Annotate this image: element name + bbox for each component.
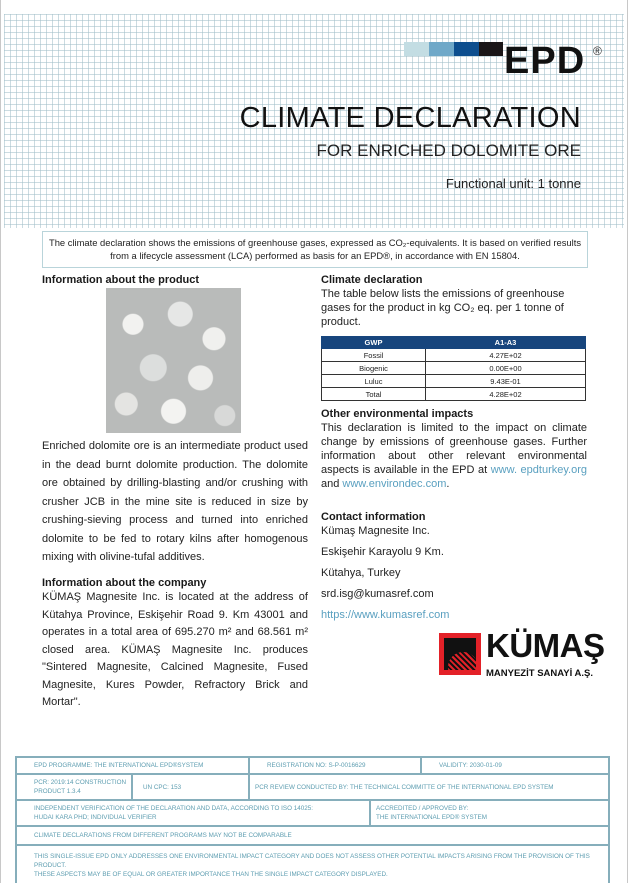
other-impacts-body: This declaration is limited to the impact on climate change by emissions of greenhouse gases. Further information about other relevant environmental aspects is available in the EPD at	[321, 422, 587, 476]
contact-city: Kütahya, Turkey	[321, 567, 401, 579]
table-row	[322, 388, 586, 401]
header-grid-banner	[4, 14, 624, 228]
company-description: KÜMAŞ Magnesite Inc. is located at the address of Kütahya Province, Eskişehir Road 9. Km 43001 and operates in a total area of 695.270 m² and 68.561 m² closed area. KÜMAŞ Magnesite Inc. produces "Sintered Magnesite, Calcined Magnesite, Fused Magnesite, Kures Powder, Refractory Brick and Mortar".	[42, 591, 308, 708]
climate-heading: Climate declaration	[321, 274, 423, 286]
and-text: and	[321, 478, 340, 490]
validity: VALIDITY: 2030-01-09	[439, 762, 502, 769]
contact-address: Eskişehir Karayolu 9 Km.	[321, 546, 444, 558]
epd-color-bars	[404, 42, 503, 56]
footer-row-1	[17, 758, 608, 775]
accredited-line-2: THE INTERNATIONAL EPD® SYSTEM	[376, 814, 488, 821]
pcr	[17, 775, 133, 799]
other-impacts-text	[321, 421, 587, 491]
kumas-logo-mark-icon	[439, 633, 481, 675]
bar-dark-blue	[454, 42, 479, 56]
contact-website-link[interactable]: https://www.kumasref.com	[321, 609, 450, 621]
footer-row-4	[17, 827, 608, 846]
page-edge-left	[0, 0, 1, 883]
company-heading: Information about the company	[42, 577, 207, 589]
company-section	[42, 576, 308, 712]
contact-section	[321, 510, 587, 622]
comparability-note: CLIMATE DECLARATIONS FROM DIFFERENT PROGRAMS MAY NOT BE COMPARABLE	[34, 832, 292, 839]
footer-info-table	[15, 756, 610, 883]
climate-description: The table below lists the emissions of greenhouse gases for the product in kg CO₂ eq. per 1 tonne of product.	[321, 288, 565, 328]
environdec-link[interactable]: www.environdec.com	[342, 478, 447, 490]
bar-mid	[429, 42, 454, 56]
other-impacts-heading: Other environmental impacts	[321, 408, 474, 420]
table-row	[322, 375, 586, 388]
product-description: Enriched dolomite ore is an intermediate product used in the dead burnt dolomite production. The dolomite ore obtained by drilling-blasting and/or crushing with crusher JCB in the mine site is reduced in size by crushing-sieving process and turned into enriched dolomite to be fed to rotary kilns after homogenous mixing with olivine-tufal additives.	[42, 440, 308, 563]
bar-black	[479, 42, 503, 56]
table-row	[322, 349, 586, 362]
un-cpc: UN CPC: 153	[133, 775, 250, 799]
kumas-logo-stripes	[448, 652, 476, 670]
row-value: 0.00E+00	[426, 362, 586, 375]
other-impacts-section	[321, 407, 587, 491]
row-value: 4.28E+02	[426, 388, 586, 401]
footer-row-3	[17, 801, 608, 827]
kumas-logo-inner	[444, 638, 476, 670]
single-issue-disclaimer	[17, 846, 608, 883]
product-heading: Information about the product	[42, 274, 200, 286]
registered-mark: ®	[593, 44, 602, 58]
contact-email[interactable]: srd.isg@kumasref.com	[321, 588, 434, 600]
row-label: Biogenic	[322, 362, 426, 375]
kumas-logo-subtitle: MANYEZİT SANAYİ A.Ş.	[486, 668, 593, 679]
footer-row-2	[17, 775, 608, 801]
accredited-by	[371, 801, 608, 825]
row-label: Luluc	[322, 375, 426, 388]
epd-programme: EPD PROGRAMME: THE INTERNATIONAL EPD®SYSTEM	[17, 758, 250, 773]
intro-box	[42, 231, 588, 268]
intro-line-2: from a lifecycle assessment (LCA) performed as basis for an EPD®, in accordance with EN 15804.	[110, 250, 520, 261]
page-subtitle: FOR ENRICHED DOLOMITE ORE	[316, 141, 581, 160]
col-header-a1-a3: A1-A3	[426, 337, 586, 349]
pcr-line-1: PCR: 2019:14 CONSTRUCTION	[34, 779, 127, 786]
pcr-review: PCR REVIEW CONDUCTED BY: THE TECHNICAL COMMITTE OF THE INTERNATIONAL EPD SYSTEM	[255, 783, 554, 791]
product-section	[42, 437, 308, 567]
contact-company: Kümaş Magnesite Inc.	[321, 525, 430, 537]
row-value: 9.43E-01	[426, 375, 586, 388]
disclaimer-line-1: THIS SINGLE-ISSUE EPD ONLY ADDRESSES ONE ENVIRONMENTAL IMPACT CATEGORY AND DOES NOT ASSESS OTHER POTENTIAL IMPACTS ARISING FROM THE PROVISION OF THIS PRODUCT.	[34, 853, 590, 869]
gwp-table	[321, 336, 586, 401]
kumas-logo-name: KÜMAŞ	[486, 627, 605, 664]
product-image	[106, 288, 241, 433]
epdturkey-link[interactable]: www. epdturkey.org	[490, 464, 587, 476]
pcr-line-2: PRODUCT 1.3.4	[34, 788, 81, 795]
footer-row-5	[17, 846, 608, 883]
verification-line-2: HUDAI KARA PHD; INDIVIDUAL VERIFIER	[34, 814, 157, 821]
bar-light	[404, 42, 429, 56]
row-value: 4.27E+02	[426, 349, 586, 362]
page-title: CLIMATE DECLARATION	[239, 102, 581, 134]
row-label: Total	[322, 388, 426, 401]
accredited-line-1: ACCREDITED / APPROVED BY:	[376, 805, 469, 812]
row-label: Fossil	[322, 349, 426, 362]
col-header-gwp: GWP	[322, 337, 426, 349]
intro-line-1: The climate declaration shows the emissions of greenhouse gases, expressed as CO₂-equivalents. It is based on verified results	[48, 237, 582, 248]
verification-line-1: INDEPENDENT VERIFICATION OF THE DECLARATION AND DATA, ACCORDING TO ISO 14025:	[34, 805, 313, 812]
functional-unit: Functional unit: 1 tonne	[445, 176, 581, 191]
table-row	[322, 362, 586, 375]
period: .	[446, 478, 450, 490]
registration-number: REGISTRATION NO: S-P-0016629	[250, 758, 422, 773]
climate-section	[321, 273, 587, 401]
disclaimer-line-2: THESE ASPECTS MAY BE OF EQUAL OR GREATER IMPORTANCE THAN THE SINGLE IMPACT CATEGORY DISPLAYED.	[34, 871, 388, 878]
kumas-logo	[439, 627, 609, 685]
contact-heading: Contact information	[321, 511, 426, 523]
verification	[17, 801, 371, 825]
left-column	[42, 273, 308, 287]
epd-logo: EPD	[504, 40, 586, 82]
